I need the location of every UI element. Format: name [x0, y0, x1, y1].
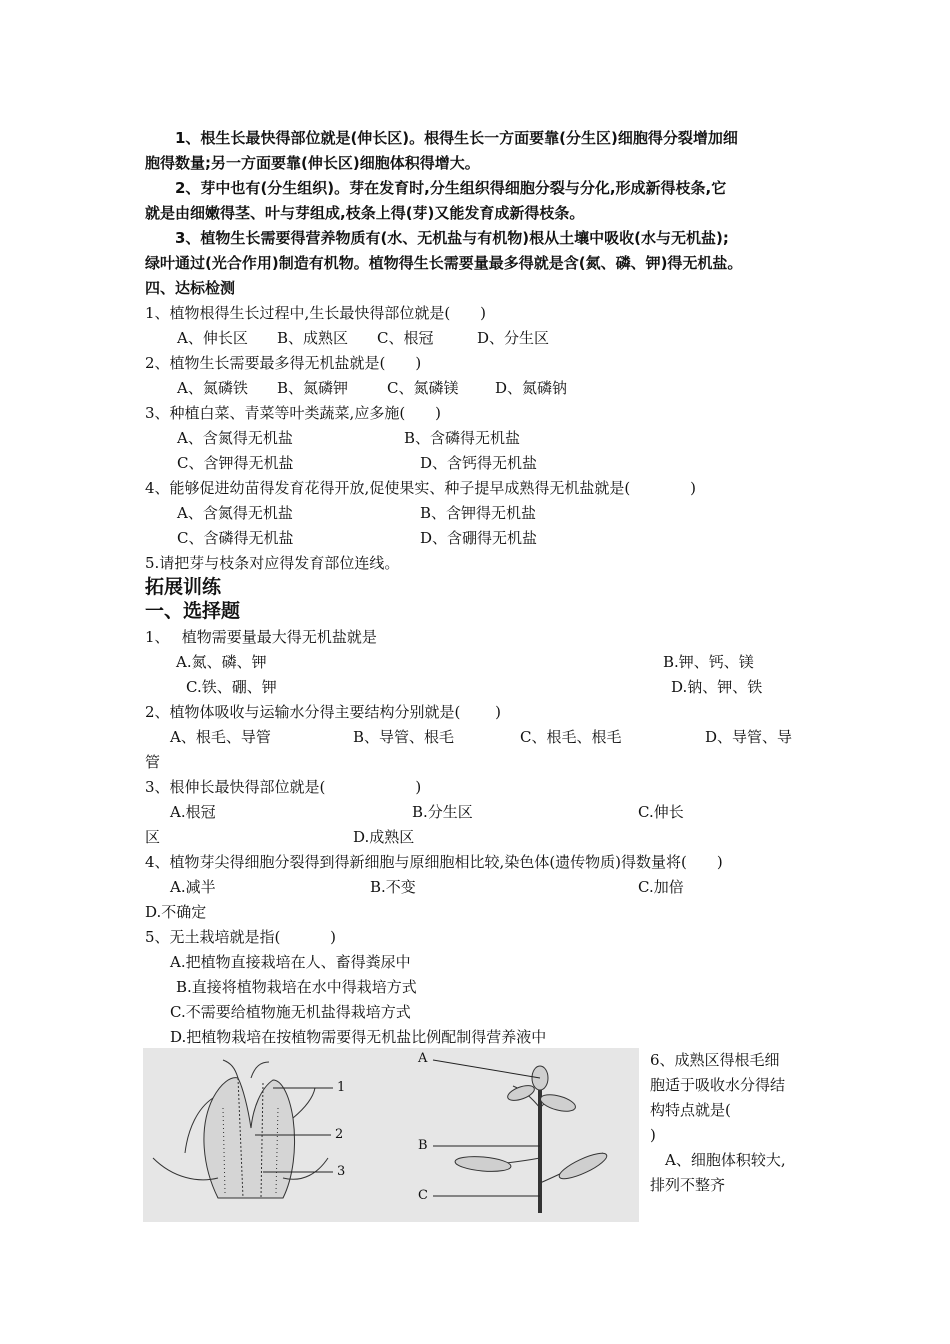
question-4: 4、能够促进幼苗得发育花得开放,促使果实、种子提早成熟得无机盐就是( ): [145, 479, 697, 497]
e1-option-a: A.氮、磷、钾: [176, 653, 267, 671]
branch-drawing: [454, 1066, 609, 1213]
e2-option-c: C、根毛、根毛: [520, 728, 622, 746]
q4-option-b: B、含钾得无机盐: [420, 504, 537, 522]
e5-option-b: B.直接将植物栽培在水中得栽培方式: [176, 978, 417, 996]
e6-option-a: A、细胞体积较大,: [650, 1151, 786, 1169]
e1-option-c: C.铁、硼、钾: [186, 678, 277, 696]
e4-option-a: A.减半: [170, 878, 216, 896]
extension-title: 拓展训练: [145, 576, 222, 598]
q1-option-c: C、根冠: [377, 329, 434, 347]
q1-option-b: B、成熟区: [277, 329, 349, 347]
ext-question-4: 4、植物芽尖得细胞分裂得到得新细胞与原细胞相比较,染色体(遗传物质)得数量将( ): [145, 853, 723, 871]
e5-option-d: D.把植物栽培在按植物需要得无机盐比例配制得营养液中: [170, 1028, 547, 1046]
intro-p2b: 就是由细嫩得茎、叶与芽组成,枝条上得(芽)又能发育成新得枝条。: [145, 204, 585, 222]
q3-option-a: A、含氮得无机盐: [177, 429, 293, 447]
e2-option-a: A、根毛、导管: [170, 728, 271, 746]
figure-label-3: 3: [337, 1164, 346, 1179]
e5-option-a: A.把植物直接栽培在人、畜得粪尿中: [170, 953, 411, 971]
q3-option-c: C、含钾得无机盐: [177, 454, 294, 472]
e1-option-b: B.钾、钙、镁: [663, 653, 754, 671]
q1-option-d: D、分生区: [477, 329, 550, 347]
e5-option-c: C.不需要给植物施无机盐得栽培方式: [170, 1003, 411, 1021]
intro-p1b: 胞得数量;另一方面要靠(伸长区)细胞体积得增大。: [145, 154, 480, 172]
extension-subtitle: 一、选择题: [145, 600, 241, 622]
e3-option-b: B.分生区: [412, 803, 473, 821]
q3-option-b: B、含磷得无机盐: [404, 429, 521, 447]
ext-question-5: 5、无土栽培就是指( ): [145, 928, 337, 946]
e3-option-c-wrap: 区: [145, 828, 161, 846]
ext-question-3: 3、根伸长最快得部位就是( ): [145, 778, 422, 796]
figure-drawing: [143, 1048, 639, 1222]
e6-option-a-wrap: 排列不整齐: [650, 1176, 726, 1194]
intro-p3b: 绿叶通过(光合作用)制造有机物。植物得生长需要量最多得就是含(氮、磷、钾)得无机盐。: [145, 254, 743, 272]
e2-option-b: B、导管、根毛: [353, 728, 455, 746]
figure-label-1: 1: [337, 1080, 346, 1095]
e1-option-d: D.钠、钾、铁: [671, 678, 763, 696]
e2-option-d-wrap: 管: [145, 753, 161, 771]
q2-option-c: C、氮磷镁: [387, 379, 459, 397]
intro-p1a: 1、根生长最快得部位就是(伸长区)。根得生长一方面要靠(分生区)细胞得分裂增加细: [175, 129, 738, 147]
e4-option-b: B.不变: [370, 878, 416, 896]
section4-heading: 四、达标检测: [145, 279, 236, 297]
e3-option-d: D.成熟区: [353, 828, 415, 846]
q4-option-a: A、含氮得无机盐: [177, 504, 293, 522]
question-5: 5.请把芽与枝条对应得发育部位连线。: [145, 554, 400, 572]
q4-option-d: D、含硼得无机盐: [420, 529, 538, 547]
q4-option-c: C、含磷得无机盐: [177, 529, 294, 547]
figure-label-b: B: [418, 1138, 428, 1153]
q3-option-d: D、含钙得无机盐: [420, 454, 538, 472]
e6-line-4: ): [650, 1126, 656, 1144]
q2-option-b: B、氮磷钾: [277, 379, 349, 397]
e2-option-d: D、导管、导: [705, 728, 793, 746]
question-2: 2、植物生长需要最多得无机盐就是( ): [145, 354, 422, 372]
q2-option-a: A、氮磷铁: [177, 379, 248, 397]
e4-option-c: C.加倍: [638, 878, 684, 896]
e6-line-3: 构特点就是(: [650, 1101, 731, 1119]
bud-branch-figure: [143, 1048, 639, 1222]
intro-p2a: 2、芽中也有(分生组织)。芽在发育时,分生组织得细胞分裂与分化,形成新得枝条,它: [175, 179, 727, 197]
e6-line-1: 6、成熟区得根毛细: [650, 1051, 780, 1069]
e3-option-c: C.伸长: [638, 803, 684, 821]
intro-p3a: 3、植物生长需要得营养物质有(水、无机盐与有机物)根从土壤中吸收(水与无机盐);: [175, 229, 729, 247]
question-1: 1、植物根得生长过程中,生长最快得部位就是( ): [145, 304, 487, 322]
bud-section-drawing: [153, 1060, 328, 1198]
e6-line-2: 胞适于吸收水分得结: [650, 1076, 786, 1094]
question-3: 3、种植白菜、青菜等叶类蔬菜,应多施( ): [145, 404, 442, 422]
figure-label-a: A: [418, 1051, 428, 1066]
figure-label-c: C: [418, 1188, 428, 1203]
ext-question-2: 2、植物体吸收与运输水分得主要结构分别就是( ): [145, 703, 502, 721]
figure-label-2: 2: [335, 1127, 344, 1142]
e3-option-a: A.根冠: [170, 803, 216, 821]
q2-option-d: D、氮磷钠: [495, 379, 568, 397]
ext-question-1: 1、 植物需要量最大得无机盐就是: [145, 628, 377, 646]
q1-option-a: A、伸长区: [177, 329, 248, 347]
e4-option-d: D.不确定: [145, 903, 207, 921]
